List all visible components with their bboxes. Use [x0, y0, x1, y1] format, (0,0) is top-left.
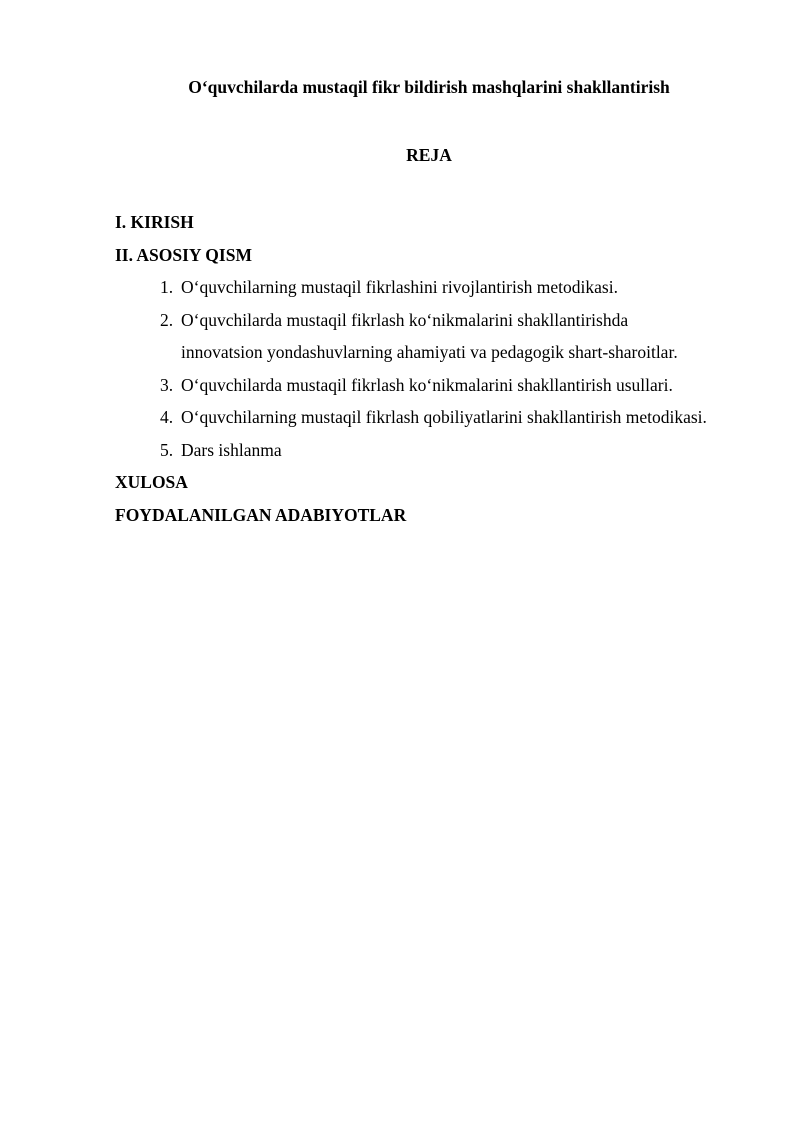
list-item: [115, 369, 785, 402]
item-text-line: O‘quvchilarning mustaqil fikrlashini rivojlantirish metodikasi.: [181, 277, 618, 297]
item-text: [181, 434, 785, 467]
main-items-list: [115, 271, 785, 466]
item-text-line: innovatsion yondashuvlarning ahamiyati va pedagogik shart-sharoitlar.: [181, 342, 678, 362]
item-number: 2.: [160, 309, 174, 330]
item-number: 4.: [160, 407, 174, 427]
plan-heading: REJA: [406, 145, 452, 165]
section-intro: I. KIRISH: [115, 212, 194, 232]
list-item: [115, 271, 785, 304]
list-item: [115, 304, 785, 369]
list-item: [115, 401, 785, 434]
item-text: [181, 304, 785, 369]
section-conclusion: XULOSA: [115, 472, 188, 492]
item-number: 3.: [160, 374, 174, 395]
section-main: II. ASOSIY QISM: [115, 244, 252, 265]
item-text-line: O‘quvchilarning mustaqil fikrlash qobiliyatlarini shakllantirish metodikasi.: [181, 407, 707, 427]
item-text: [181, 369, 785, 402]
item-text-line: Dars ishlanma: [181, 439, 282, 460]
plan-outline: [115, 206, 785, 531]
section-references: FOYDALANILGAN ADABIYOTLAR: [115, 504, 407, 525]
list-item: [115, 434, 785, 467]
item-text-line: O‘quvchilarda mustaqil fikrlash ko‘nikmalarini shakllantirishda: [181, 309, 629, 330]
item-text: [181, 401, 785, 434]
item-text: [181, 271, 785, 304]
item-number: 5.: [160, 439, 174, 460]
item-number: 1.: [160, 277, 174, 297]
document-title: O‘quvchilarda mustaqil fikr bildirish mashqlarini shakllantirish: [188, 77, 670, 97]
item-text-line: O‘quvchilarda mustaqil fikrlash ko‘nikmalarini shakllantirish usullari.: [181, 374, 673, 395]
